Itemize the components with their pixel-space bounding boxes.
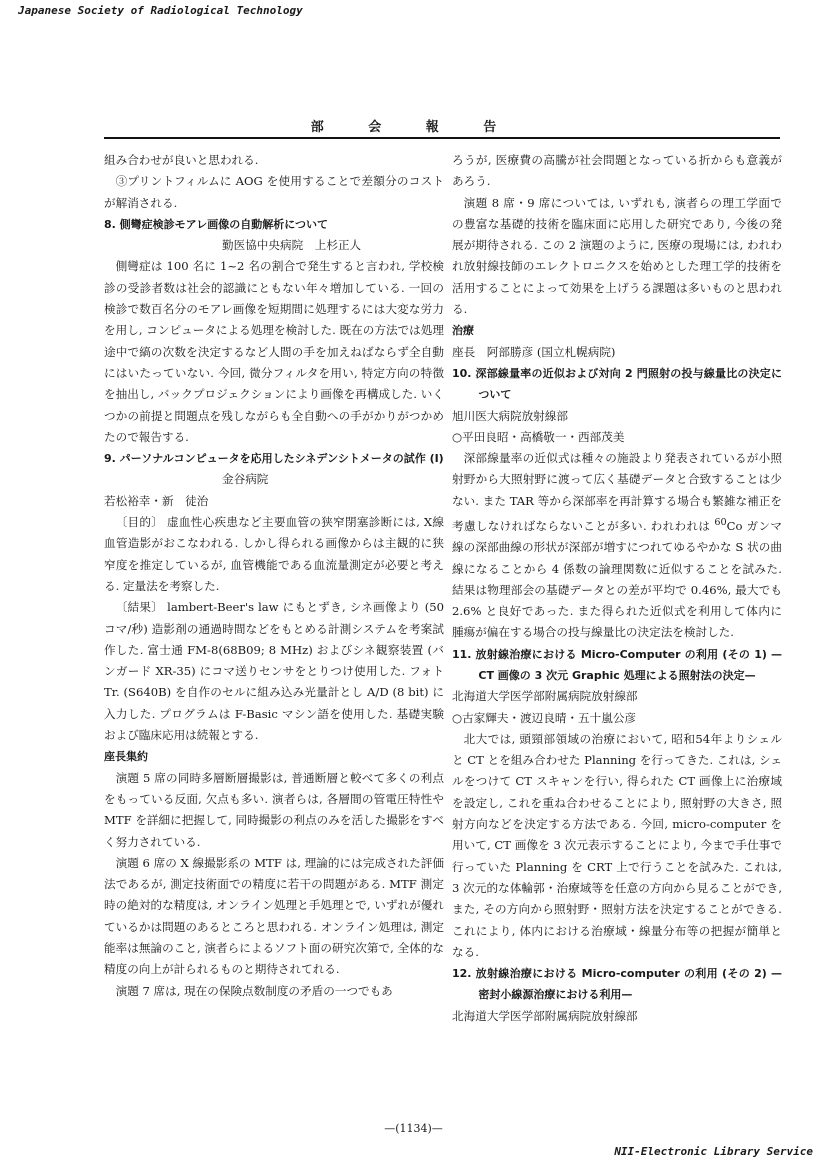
item-8-affiliation: 勤医協中央病院 上杉正人 [222, 238, 362, 253]
footer-service: NII-Electronic Library Service [614, 1145, 813, 1158]
page-number: —(1134)— [384, 1122, 443, 1135]
item-12-title: 12. 放射線治療における Micro-computer の利用 (その 2) —密封小線源治療における利用— [452, 967, 782, 1002]
item-9-purpose: 〔目的〕 虚血性心疾患など主要血管の狭窄閉塞診断には, X線血管造影がおこなわれる. しかし得られる画像からは主観的に狭窄度を推定しているが, 血管機能である血流量測定が必要と考える. 定量法を考察した. [104, 515, 444, 593]
item-10-body [452, 448, 782, 644]
item-8-title: 8. 側彎症検診モアレ画像の自動解析について [104, 217, 329, 231]
item-11-title: 11. 放射線治療における Micro-Computer の利用 (その 1) —CT 画像の 3 次元 Graphic 処理による照射法の決定— [452, 647, 782, 682]
section-title: 部 会 報 告 [310, 120, 517, 135]
item-9-title: 9. パーソナルコンピュータを応用したシネデンシトメータの試作 (I) [104, 452, 444, 466]
treatment-heading: 治療 [452, 324, 474, 338]
item-11-body: 北大では, 頭頸部領域の治療において, 昭和54年よりシェルと CT とを組み合わせた Planning を行ってきた. これは, シェルをつけて CT スキャンを行い, 得られた CT 画像上に治療域を設定し, これを重ね合わせることにより, 照射野の大きさ, 照射方向などを決定する方法である. 今回, micro-computer を用いて, CT 画像を 3 次元表示することにより, 今まで手仕事で行っていた Planning を CRT 上で行うことを試みた. これは, 3 次元的な体輪郭・治療域等を任意の方向から見ることができ, また, その方向から照射野・照射方法を決定することができる. これにより, 体内における治療域・線量分布等の把握が簡単となる. [452, 731, 782, 959]
item-9-affiliation-1: 金谷病院 [222, 472, 269, 487]
summary-paragraph-2: 演題 6 席の X 線撮影系の MTF は, 理論的には完成された評価法であるが, 測定技術面での精度に若干の問題がある. MTF 測定時の絶対的な精度は, オンライン処理と手処理とで, いずれが優れているかは問題のあるところと思われる. オンライン処理は, 測定能率は無論のこと, 演者らによるソフト面の研究次第で, 全体的な精度の向上が計られるものと期待されてれる. [104, 855, 444, 977]
item-10-body-post: Co ガンマ線の深部曲線の形状が深部が増すにつれてゆるやかな S 状の曲線になることから 4 係数の論理関数に近似することを試みた. 結果は物理部会の基礎データとの差が平均で 0.46%, 最大でも 2.6% と良好であった. また得られた近似式を利用して体内に腫瘍が偏在する場合の投与線量比の決定法を検討した. [452, 518, 782, 640]
item-10-body-pre: 深部線量率の近似式は種々の施設より発表されているが小照射野から大照射野に渡って広く基礎データと合致することは少ない. また TAR 等から深部率を再計算する場合も繁雑な補正を考慮しなければならないことが多い. われわれは [452, 451, 782, 533]
item-10-affiliation-2: ○平田良昭・高橋敬一・西部茂美 [452, 429, 625, 444]
left-paragraph-2: ③プリントフィルムに AOG を使用することで差額分のコストが解消される. [104, 174, 444, 210]
right-paragraph-1: ろうが, 医療費の高騰が社会問題となっている折からも意義があろう. [452, 153, 782, 189]
item-11-affiliation-1: 北海道大学医学部附属病院放射線部 [452, 689, 638, 704]
left-paragraph-1: 組み合わせが良いと思われる. [104, 153, 259, 167]
society-header: Japanese Society of Radiological Technology [18, 4, 303, 17]
item-10-affiliation-1: 旭川医大病院放射線部 [452, 408, 568, 423]
left-column [104, 150, 444, 1002]
item-8-body: 側彎症は 100 名に 1~2 名の割合で発生すると言われ, 学校検診の受診者数は社会的認識にともない年々増加している. 一回の検診で数百名分のモアレ画像を短期間に処理するには大変な労力を用し, コンピュータによる処理を検討した. 既在の方法では処理途中で縞の次数を決定するなど人間の手を加えねばならず全自動にはいたっていない. 今回, 微分フィルタを用い, 特定方向の特徴を抽出し, バックプロジェクションにより画像を再構成した. いくつかの前提と問題点を残しながらも全自動への手がかりがつかめたので報告する. [104, 259, 444, 444]
summary-paragraph-3: 演題 7 席は, 現在の保険点数制度の矛盾の一つでもあ [115, 983, 393, 998]
treatment-chair: 座長 阿部勝彦 (国立札幌病院) [452, 344, 616, 359]
item-10-superscript: 60 [714, 517, 727, 529]
item-9-result: 〔結果〕 lambert-Beer's law にもとずき, シネ画像より (50 コマ/秒) 造影剤の通過時間などをもとめる計測システムを考案試作した. 富士通 FM-8(68B09; 8 MHz) およびシネ観察装置 (バンガード XR-35) にコマ送りセンサをとりつけ使用した. フォト Tr. (S640B) を自作のセルに組み込み光量計とし A/D (8 bit) に入力した. プログラムは F-Basic マシン語を使用した. 基礎実験および臨床応用は続報とする. [104, 600, 444, 743]
summary-paragraph-1: 演題 5 席の同時多層断層撮影は, 普通断層と較べて多くの利点をもっている反面, 欠点も多い. 演者らは, 各層間の管電圧特性や MTF を詳細に把握して, 同時撮影の利点のみを活した撮影をすべく努力されている. [104, 770, 444, 849]
item-11-affiliation-2: ○古家輝夫・渡辺良晴・五十嵐公彦 [452, 710, 637, 725]
item-12-affiliation-1: 北海道大学医学部附属病院放射線部 [452, 1008, 638, 1023]
right-paragraph-2: 演題 8 席・9 席については, いずれも, 演者らの理工学面での豊富な基礎的技術を臨床面に応用した研究であり, 今後の発展が期待される. この 2 演題のように, 医療の現場には, われわれ放射線技師のエレクトロニクスを始めとした理工学的技術を活用することによって効果を上げうる課題は多いものと思われる. [452, 195, 782, 317]
right-column [452, 150, 782, 1027]
header-rule [104, 137, 780, 139]
item-9-affiliation-2: 若松裕幸・新 徒治 [104, 493, 209, 508]
summary-heading: 座長集約 [104, 750, 148, 764]
item-10-title: 10. 深部線量率の近似および対向 2 門照射の投与線量比の決定について [452, 366, 782, 402]
